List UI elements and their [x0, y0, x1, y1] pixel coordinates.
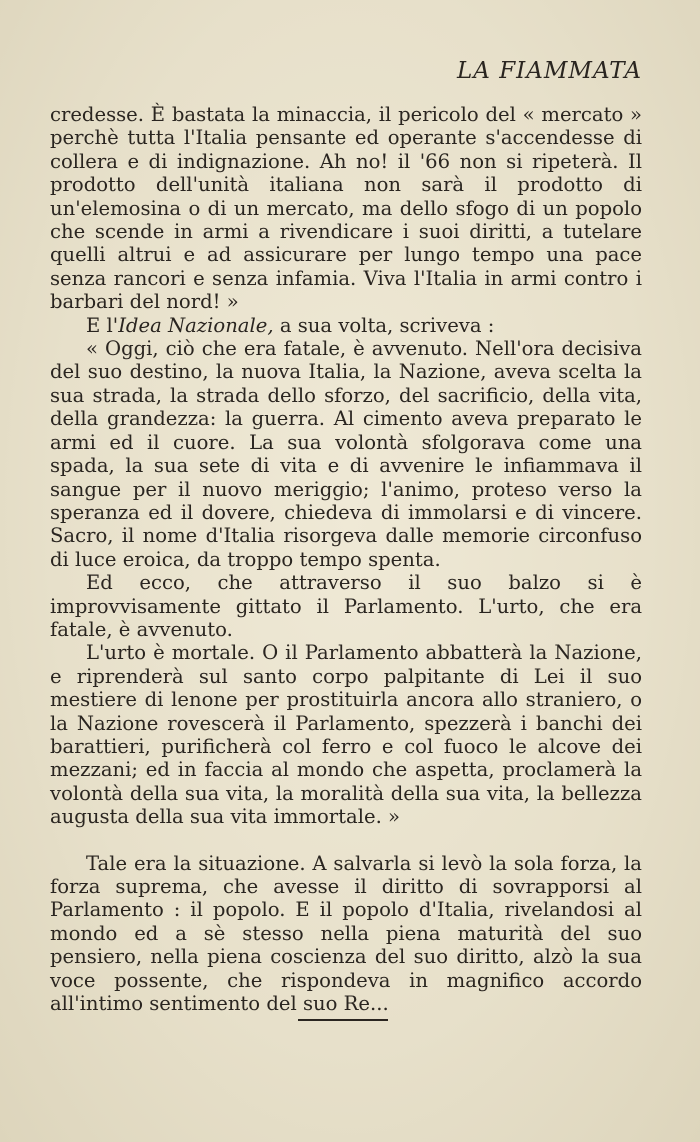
running-head: LA FIAMMATA: [457, 58, 642, 84]
paragraph-4: Ed ecco, che attraverso il suo balzo si è improvvisamente gittato il Parlamento. L'urto, che era fatale, è avvenuto.: [50, 571, 642, 641]
section-divider: [298, 1019, 388, 1021]
paragraph-1: credesse. È bastata la minaccia, il pericolo del « mercato » perchè tutta l'Italia pensante ed operante s'accendesse di collera e di indignazione. Ah no! il '66 non si ripeterà. Il prodotto dell'unità italiana non sarà il prodotto di un'elemosina o di un mercato, ma dello sfogo di un popolo che scende in armi a rivendicare i suoi diritti, a tutelare quelli altrui e ad assicurare per lungo tempo una pace senza rancori e senza infamia. Viva l'Italia in armi contro i barbari del nord! »: [50, 103, 642, 314]
paragraph-2-prefix: E l': [86, 313, 119, 337]
newspaper-title: Idea Nazionale,: [118, 313, 274, 337]
paragraph-3: « Oggi, ciò che era fatale, è avvenuto. Nell'ora decisiva del suo destino, la nuova Italia, la Nazione, aveva scelta la sua strada, la strada dello sforzo, del sacrificio, della vita, della grandezza: la guerra. Al cimento aveva preparato le armi ed il cuore. La sua volontà sfolgorava come una spada, la sua sete di vita e di avvenire le infiammava il sangue per il nuovo meriggio; l'animo, proteso verso la speranza ed il dovere, chiedeva di immolarsi e di vincere. Sacro, il nome d'Italia risorgeva dalle memorie circonfuso di luce eroica, da troppo tempo spenta.: [50, 337, 642, 571]
paragraph-5: L'urto è mortale. O il Parlamento abbatterà la Nazione, e riprenderà sul santo corpo palpitante di Lei il suo mestiere di lenone per prostituirla ancora allo straniero, o la Nazione rovescerà il Parlamento, spezzerà i banchi dei barattieri, purificherà col ferro e col fuoco le alcove dei mezzani; ed in faccia al mondo che aspetta, proclamerà la volontà della sua vita, la moralità della sua vita, la bellezza augusta della sua vita immortale. »: [50, 641, 642, 829]
body-text: [50, 103, 642, 1015]
paragraph-2-suffix: a sua volta, scriveva :: [273, 313, 495, 337]
paragraph-6: Tale era la situazione. A salvarla si levò la sola forza, la forza suprema, che avesse il diritto di sovrapporsi al Parlamento : il popolo. E il popolo d'Italia, rivelandosi al mondo ed a sè stesso nella piena maturità del suo pensiero, nella piena coscienza del suo diritto, alzò la sua voce possente, che rispondeva in magnifico accordo all'intimo sentimento del suo Re...: [50, 851, 642, 1016]
paragraph-2: [50, 314, 642, 337]
